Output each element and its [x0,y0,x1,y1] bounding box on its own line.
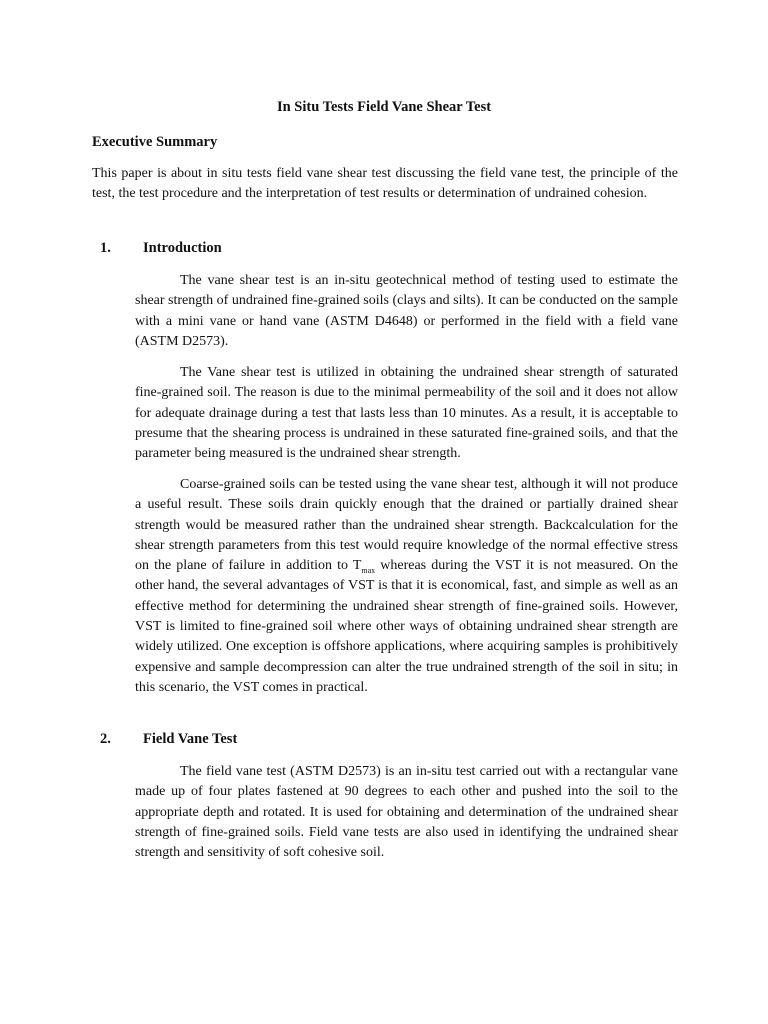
section-number: 2. [100,731,111,747]
document-title: In Situ Tests Field Vane Shear Test [276,99,492,115]
executive-summary-text: This paper is about in situ tests field vane shear test discussing the field vane test, the principle of the test, the test procedure and the interpretation of test results or determination of undrained cohesion. [92,166,678,202]
subscript-max: max [361,565,376,575]
section-number: 1. [100,240,111,256]
section-title: Field Vane Test [143,731,238,747]
section-title: Introduction [143,240,222,256]
introduction-paragraph-2: The Vane shear test is utilized in obtaining the undrained shear strength of saturated fine-grained soil. The reason is due to the minimal permeability of the soil and it does not allow for adequate drainage during a test that lasts less than 10 minutes. As a result, it is acceptable to presume that the shearing process is undrained in these saturated fine-grained soils, and that the parameter being measured is the undrained shear strength. [135,365,678,462]
introduction-paragraph-1: The vane shear test is an in-situ geotechnical method of testing used to estimate the shear strength of undrained fine-grained soils (clays and silts). It can be conducted on the sample with a mini vane or hand vane (ASTM D4648) or performed in the field with a field vane (ASTM D2573). [135,273,678,349]
section-heading-introduction [100,239,222,257]
paragraph-text-before: Coarse-grained soils can be tested using the vane shear test, although it will not produce a useful result. These soils drain quickly enough that the drained or partially drained shear strength would be measured rather than the undrained shear strength. Backcalculation for the shear strength parameters from this test would require knowledge of the normal effective stress on the plane of failure in addition to T [135,477,678,574]
introduction-paragraph-3 [135,475,678,698]
paragraph-text-after: whereas during the VST it is not measured. On the other hand, the several advantages of VST is that it is economical, fast, and simple as well as an effective method for determining the undrained shear strength of fine-grained soils. However, VST is limited to fine-grained soil where other ways of obtaining undrained shear strength are widely utilized. One exception is offshore applications, where acquiring samples is prohibitively expensive and sample decompression can alter the true undrained strength of the soil in situ; in this scenario, the VST comes in practical. [135,558,679,695]
field-vane-test-paragraph-1: The field vane test (ASTM D2573) is an in-situ test carried out with a rectangular vane made up of four plates fastened at 90 degrees to each other and pushed into the soil to the appropriate depth and rotated. It is used for obtaining and determination of the undrained shear strength of fine-grained soils. Field vane tests are also used in identifying the undrained shear strength and sensitivity of soft cohesive soil. [135,764,678,861]
executive-summary-heading: Executive Summary [92,134,218,150]
section-heading-field-vane-test [100,730,237,748]
